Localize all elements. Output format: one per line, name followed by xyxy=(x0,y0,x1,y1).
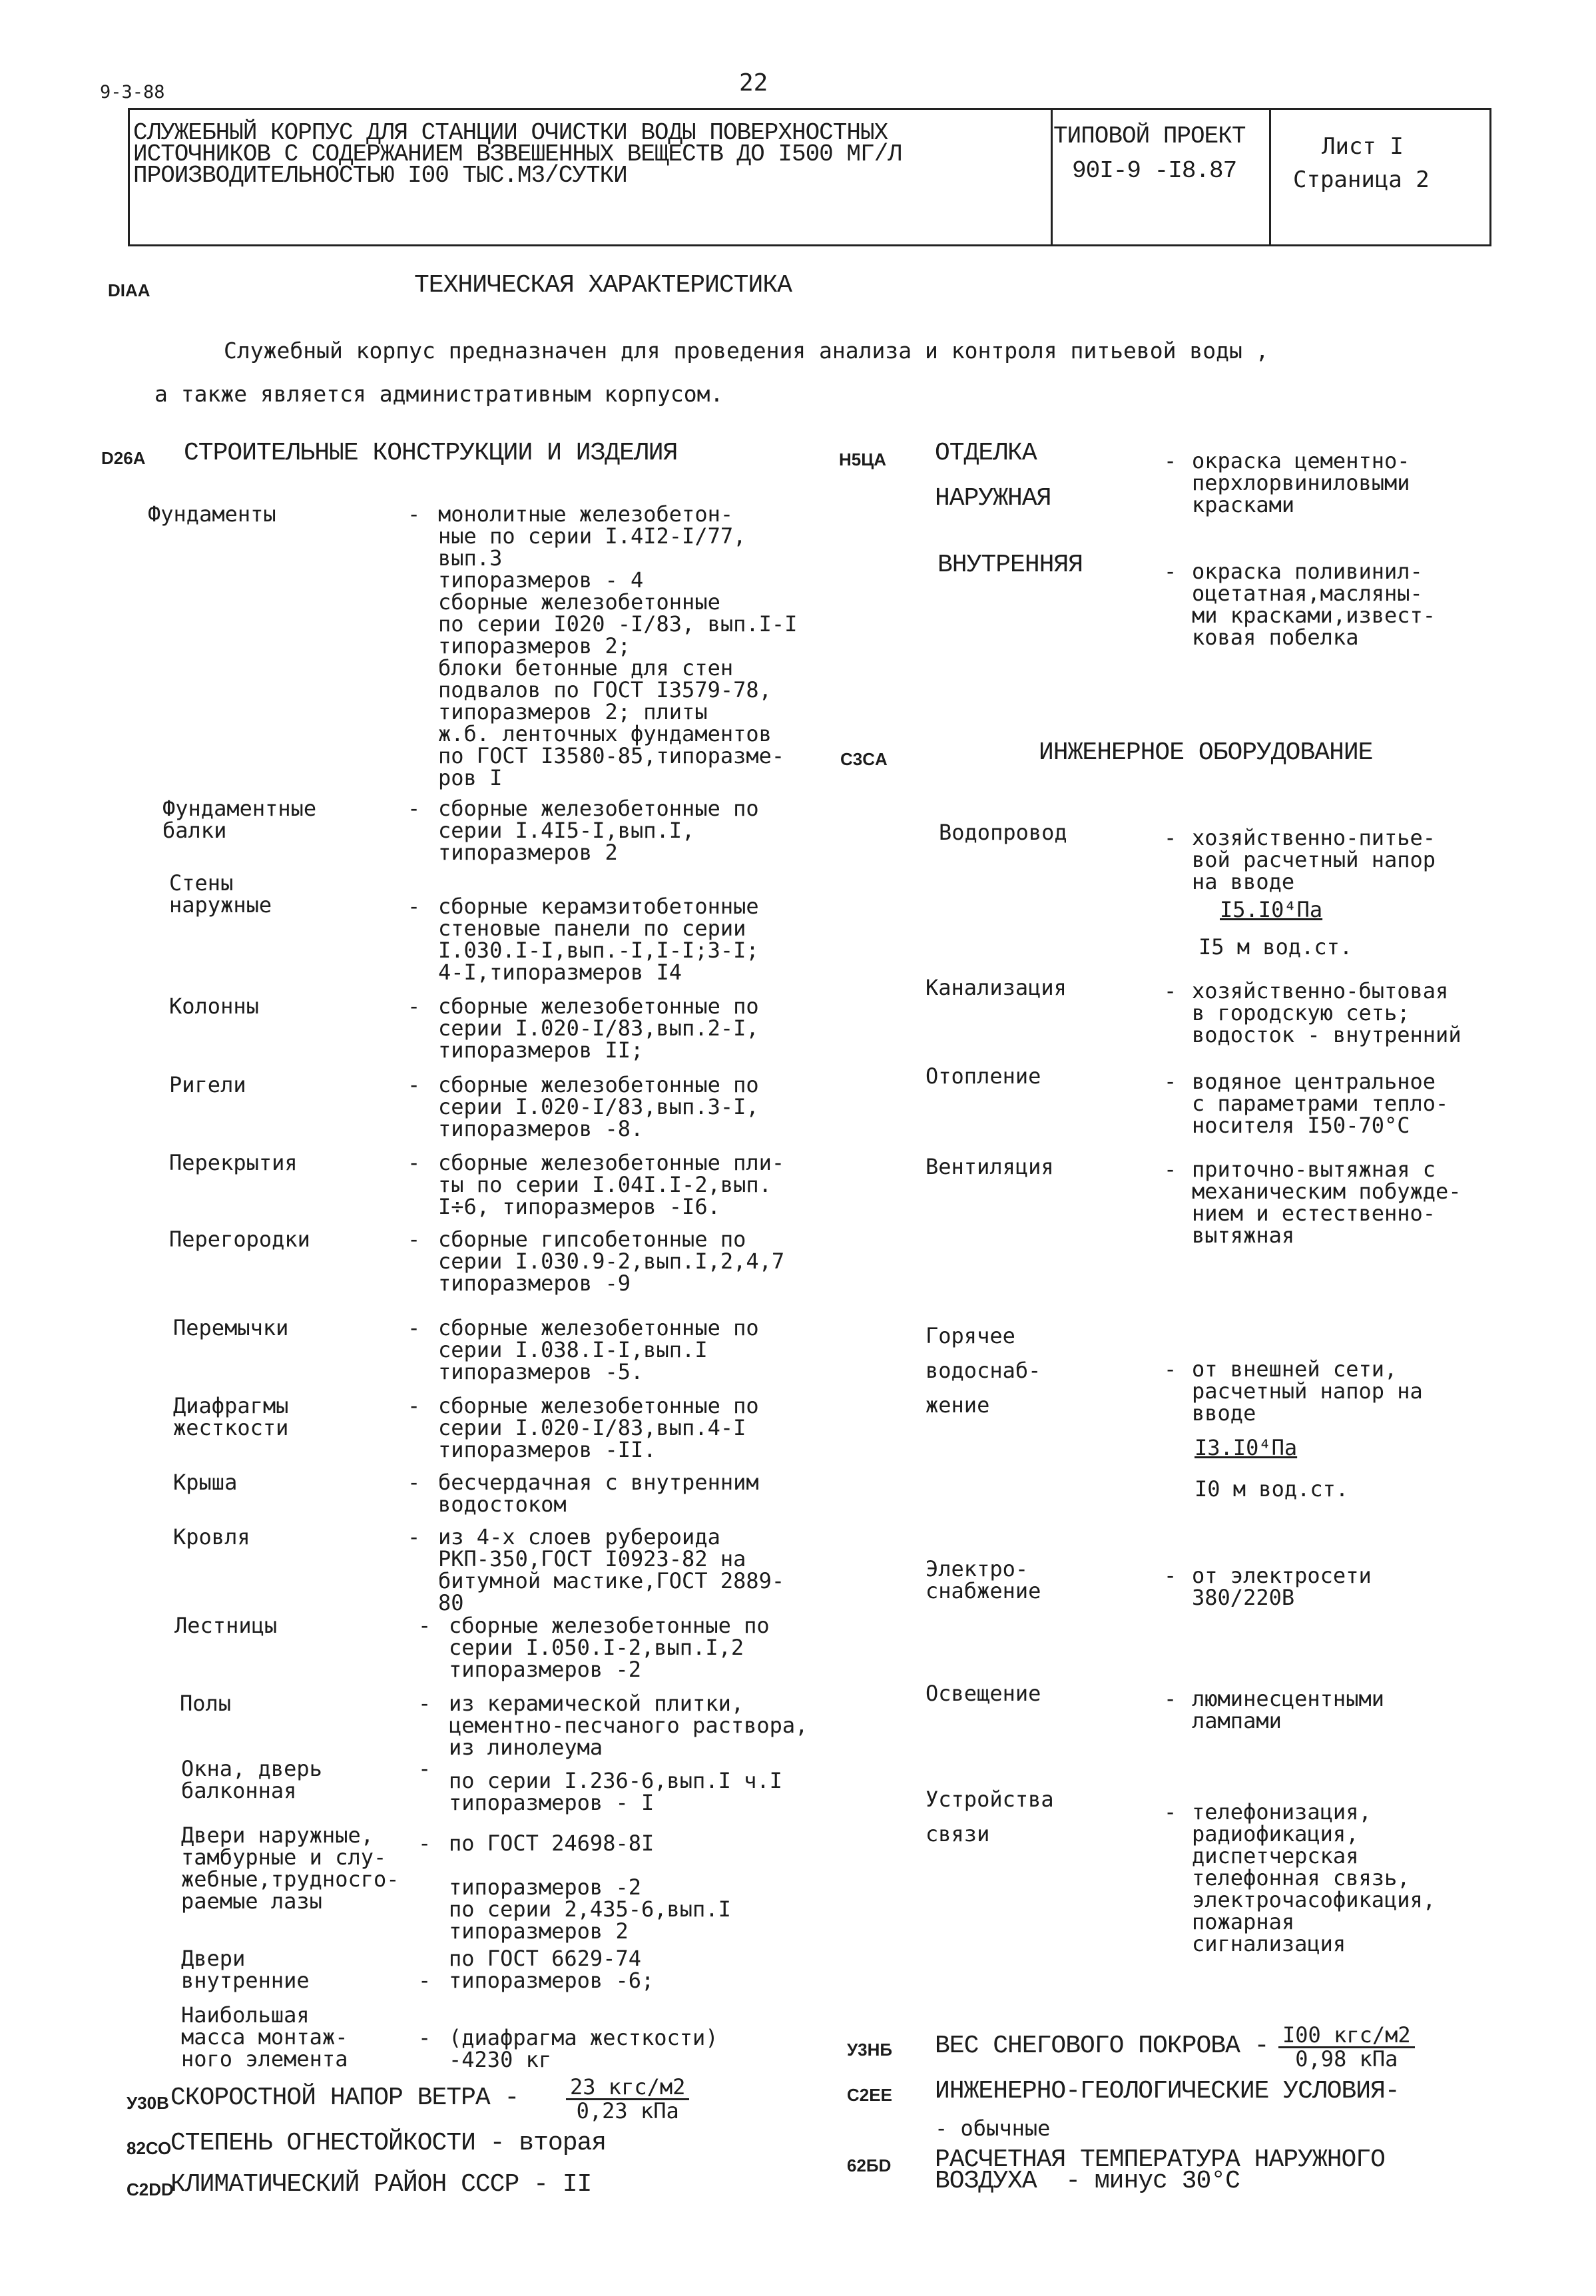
finishing-outer-label: НАРУЖНАЯ xyxy=(935,484,1051,513)
climate-code: С2DD xyxy=(127,2179,174,2199)
dash: - xyxy=(1164,978,1177,1004)
wind-den: 0,23 кПа xyxy=(576,2098,679,2124)
intro-line-1: Служебный корпус предназначен для проведения анализа и контроля питьевой воды , xyxy=(224,338,1269,364)
item-dash: - xyxy=(418,1831,431,1856)
item-dash: - xyxy=(418,2025,431,2050)
geo-code: С2ЕЕ xyxy=(847,2085,892,2105)
item-dash: - xyxy=(407,1072,421,1097)
item-label: Полы xyxy=(180,1691,232,1716)
item-value: из 4-х слоев рубероида РКП-350,ГОСТ I0923-82 на битумной мастике,ГОСТ 2889- 80 xyxy=(438,1524,785,1615)
item-value: сборные керамзитобетонные стеновые панели по серии I.030.I-I,вып.-I,I-I;3-I; 4-I,типоразмеров I4 xyxy=(438,894,759,985)
dash: - xyxy=(1164,1563,1177,1588)
dash: - xyxy=(1164,825,1177,850)
title-divider-2 xyxy=(1269,108,1271,246)
dash: - xyxy=(1164,1686,1177,1711)
object-title: СЛУЖЕБНЫЙ КОРПУС ДЛЯ СТАНЦИИ ОЧИСТКИ ВОДЫ ПОВЕРХНОСТНЫХ ИСТОЧНИКОВ С СОДЕРЖАНИЕМ ВЗВЕШЕННЫХ ВЕЩЕСТВ ДО I500 МГ/Л ПРОИЗВОДИТЕЛЬНОСТЬЮ I00 ТЫС.М3/СУТКИ xyxy=(133,119,902,189)
item-label: Кровля xyxy=(173,1524,250,1550)
item-value: сборные железобетонные по серии I.4I5-I,вып.I, типоразмеров 2 xyxy=(438,796,759,865)
intro-line-2: а также является административным корпусом. xyxy=(154,381,724,407)
item-dash: - xyxy=(418,1613,431,1638)
heating-value: водяное центральное с параметрами тепло- носителя I50-70°С xyxy=(1192,1069,1449,1138)
item-dash: - xyxy=(407,994,421,1019)
wind-code: У30В xyxy=(127,2093,169,2113)
hot-water-pressure: I3.I0⁴Па xyxy=(1195,1435,1298,1460)
item-label: Перегородки xyxy=(169,1227,310,1252)
climate-label: КЛИМАТИЧЕСКИЙ РАЙОН СССР - II xyxy=(170,2170,592,2199)
finishing-inner-label: ВНУТРЕННЯЯ xyxy=(937,551,1083,579)
comm-label: Устройства связи xyxy=(926,1787,1054,1847)
item-dash: - xyxy=(407,894,421,919)
item-value: по ГОСТ 24698-8I типоразмеров -2 по серии 2,435-6,вып.I типоразмеров 2 xyxy=(449,1831,731,1944)
finishing-title: ОТДЕЛКА xyxy=(935,439,1037,467)
wind-label: СКОРОСТНОЙ НАПОР ВЕТРА - xyxy=(170,2084,519,2112)
section-title: ТЕХНИЧЕСКАЯ ХАРАКТЕРИСТИКА xyxy=(414,271,792,300)
water-value: хозяйственно-питье- вой расчетный напор на вводе xyxy=(1192,825,1436,894)
page-label: Страница 2 xyxy=(1293,166,1430,193)
item-label: Окна, дверь балконная xyxy=(181,1756,322,1803)
item-value: сборные гипсобетонные по серии I.030.9-2,вып.I,2,4,7 типоразмеров -9 xyxy=(438,1227,785,1296)
sewer-label: Канализация xyxy=(926,975,1067,1000)
dash: - xyxy=(1164,448,1177,473)
wind-num: 23 кгс/м2 xyxy=(566,2076,689,2100)
hot-water-value: от внешней сети, расчетный напор на вводе xyxy=(1192,1356,1423,1426)
lighting-label: Освещение xyxy=(926,1681,1041,1706)
dash: - xyxy=(1164,1157,1177,1182)
snow-code: У3НБ xyxy=(847,2040,893,2060)
item-dash: - xyxy=(407,1227,421,1252)
item-dash: - xyxy=(418,1756,431,1781)
snow-label: ВЕС СНЕГОВОГО ПОКРОВА - xyxy=(935,2032,1269,2060)
item-label: Лестницы xyxy=(174,1613,278,1638)
engineering-code: C3CA xyxy=(840,749,888,769)
finishing-code: H5ЦA xyxy=(839,449,887,469)
item-label: Наибольшая масса монтаж- ного элемента xyxy=(181,2002,348,2072)
dash: - xyxy=(1164,1799,1177,1825)
snow-den: 0,98 кПа xyxy=(1295,2046,1398,2072)
heating-label: Отопление xyxy=(926,1063,1041,1089)
item-value: по ГОСТ 6629-74 типоразмеров -6; xyxy=(449,1946,655,1993)
item-value: сборные железобетонные по серии I.050.I-2,вып.I,2 типоразмеров -2 xyxy=(449,1613,770,1682)
item-value: по серии I.236-6,вып.I ч.I типоразмеров - I xyxy=(449,1768,782,1815)
item-dash: - xyxy=(407,1150,421,1175)
item-value: сборные железобетонные по серии I.038.I-I,вып.I типоразмеров -5. xyxy=(438,1315,759,1384)
item-dash: - xyxy=(407,501,421,527)
dash: - xyxy=(1164,1356,1177,1382)
vent-value: приточно-вытяжная с механическим побужде- нием и естественно- вытяжная xyxy=(1192,1157,1462,1248)
item-dash: - xyxy=(407,1315,421,1340)
item-value: монолитные железобетон- ные по серии I.4I2-I/77, вып.3 типоразмеров - 4 сборные железобетонные по серии I020 -I/83, вып.I-I типоразмеров 2; блоки бетонные для стен подвалов по ГОСТ I3579-78, типоразмеров 2; плиты ж.б. ленточных фундаментов по ГОСТ I3580-85,типоразме- ров I xyxy=(438,501,798,790)
structures-title: СТРОИТЕЛЬНЫЕ КОНСТРУКЦИИ И ИЗДЕЛИЯ xyxy=(184,439,678,467)
power-value: от электросети 380/220В xyxy=(1192,1563,1372,1610)
geo-value: - обычные xyxy=(935,2116,1051,2141)
structures-code: D26A xyxy=(101,448,146,468)
item-label: Перемычки xyxy=(173,1315,289,1340)
temp-code: 62БD xyxy=(847,2155,892,2175)
item-value: сборные железобетонные пли- ты по серии I.04I.I-2,вып. I÷6, типоразмеров -I6. xyxy=(438,1150,785,1219)
item-value: (диафрагма жесткости) -4230 кг xyxy=(449,2025,718,2072)
temp-label: РАСЧЕТНАЯ ТЕМПЕРАТУРА НАРУЖНОГО ВОЗДУХА - минус 30°С xyxy=(935,2146,1385,2195)
item-value: сборные железобетонные по серии I.020-I/83,вып.4-I типоразмеров -II. xyxy=(438,1393,759,1462)
page-number: 22 xyxy=(739,69,768,97)
sheet-number: Лист I xyxy=(1322,133,1404,160)
item-label: Фундаментные балки xyxy=(162,796,317,843)
engineering-title: ИНЖЕНЕРНОЕ ОБОРУДОВАНИЕ xyxy=(1039,738,1373,767)
dash: - xyxy=(1164,559,1177,584)
title-divider-1 xyxy=(1051,108,1053,246)
item-label: Крыша xyxy=(173,1470,238,1495)
lighting-value: люминесцентными лампами xyxy=(1192,1686,1384,1733)
vent-label: Вентиляция xyxy=(926,1154,1054,1179)
hot-water-label: Горячее водоснаб- жение xyxy=(926,1323,1041,1418)
wind-fraction xyxy=(566,2076,689,2122)
item-dash: - xyxy=(418,1691,431,1716)
fire-label: СТЕПЕНЬ ОГНЕСТОЙКОСТИ - вторая xyxy=(170,2129,607,2157)
project-number: 90I-9 -I8.87 xyxy=(1072,157,1237,184)
item-label: Стены наружные xyxy=(169,870,272,918)
item-dash: - xyxy=(407,796,421,821)
corner-code: 9-3-88 xyxy=(100,82,165,103)
finishing-inner-value: окраска поливинил- оцетатная,масляны- ми красками,извест- ковая побелка xyxy=(1192,559,1436,650)
power-label: Электро- снабжение xyxy=(926,1556,1041,1603)
water-label: Водопровод xyxy=(939,820,1067,845)
sewer-value: хозяйственно-бытовая в городскую сеть; водосток - внутренний xyxy=(1192,978,1462,1047)
finishing-outer-value: окраска цементно- перхлорвиниловыми красками xyxy=(1192,448,1410,517)
item-label: Двери внутренние xyxy=(181,1946,310,1993)
dash: - xyxy=(1164,1069,1177,1094)
hot-water-head: I0 м вод.ст. xyxy=(1195,1476,1349,1502)
item-label: Ригели xyxy=(169,1072,246,1097)
section-code: DIAA xyxy=(108,280,150,300)
water-pressure: I5.I0⁴Па xyxy=(1220,897,1323,922)
item-label: Фундаменты xyxy=(148,501,276,527)
comm-value: телефонизация, радиофикация, диспетчерская телефонная связь, электрочасофикация, пожарная сигнализация xyxy=(1192,1799,1436,1956)
item-value: из керамической плитки, цементно-песчаного раствора, из линолеума xyxy=(449,1691,808,1760)
item-label: Диафрагмы жесткости xyxy=(173,1393,289,1440)
item-label: Колонны xyxy=(169,994,259,1019)
item-dash: - xyxy=(407,1524,421,1550)
item-label: Двери наружные, тамбурные и слу- жебные,трудносго- раемые лазы xyxy=(181,1823,399,1914)
item-dash: - xyxy=(407,1393,421,1418)
item-dash: - xyxy=(418,1968,431,1993)
item-value: сборные железобетонные по серии I.020-I/83,вып.2-I, типоразмеров II; xyxy=(438,994,759,1063)
snow-num: I00 кгс/м2 xyxy=(1278,2024,1415,2048)
fire-code: 82СО xyxy=(127,2138,172,2158)
item-value: сборные железобетонные по серии I.020-I/83,вып.3-I, типоразмеров -8. xyxy=(438,1072,759,1141)
item-label: Перекрытия xyxy=(169,1150,298,1175)
item-value: бесчердачная с внутренним водостоком xyxy=(438,1470,759,1517)
water-head: I5 м вод.ст. xyxy=(1198,934,1353,960)
item-dash: - xyxy=(407,1470,421,1495)
snow-fraction xyxy=(1278,2024,1415,2070)
project-label: ТИПОВОЙ ПРОЕКТ xyxy=(1053,123,1246,150)
geo-label: ИНЖЕНЕРНО-ГЕОЛОГИЧЕСКИЕ УСЛОВИЯ- xyxy=(935,2077,1400,2106)
